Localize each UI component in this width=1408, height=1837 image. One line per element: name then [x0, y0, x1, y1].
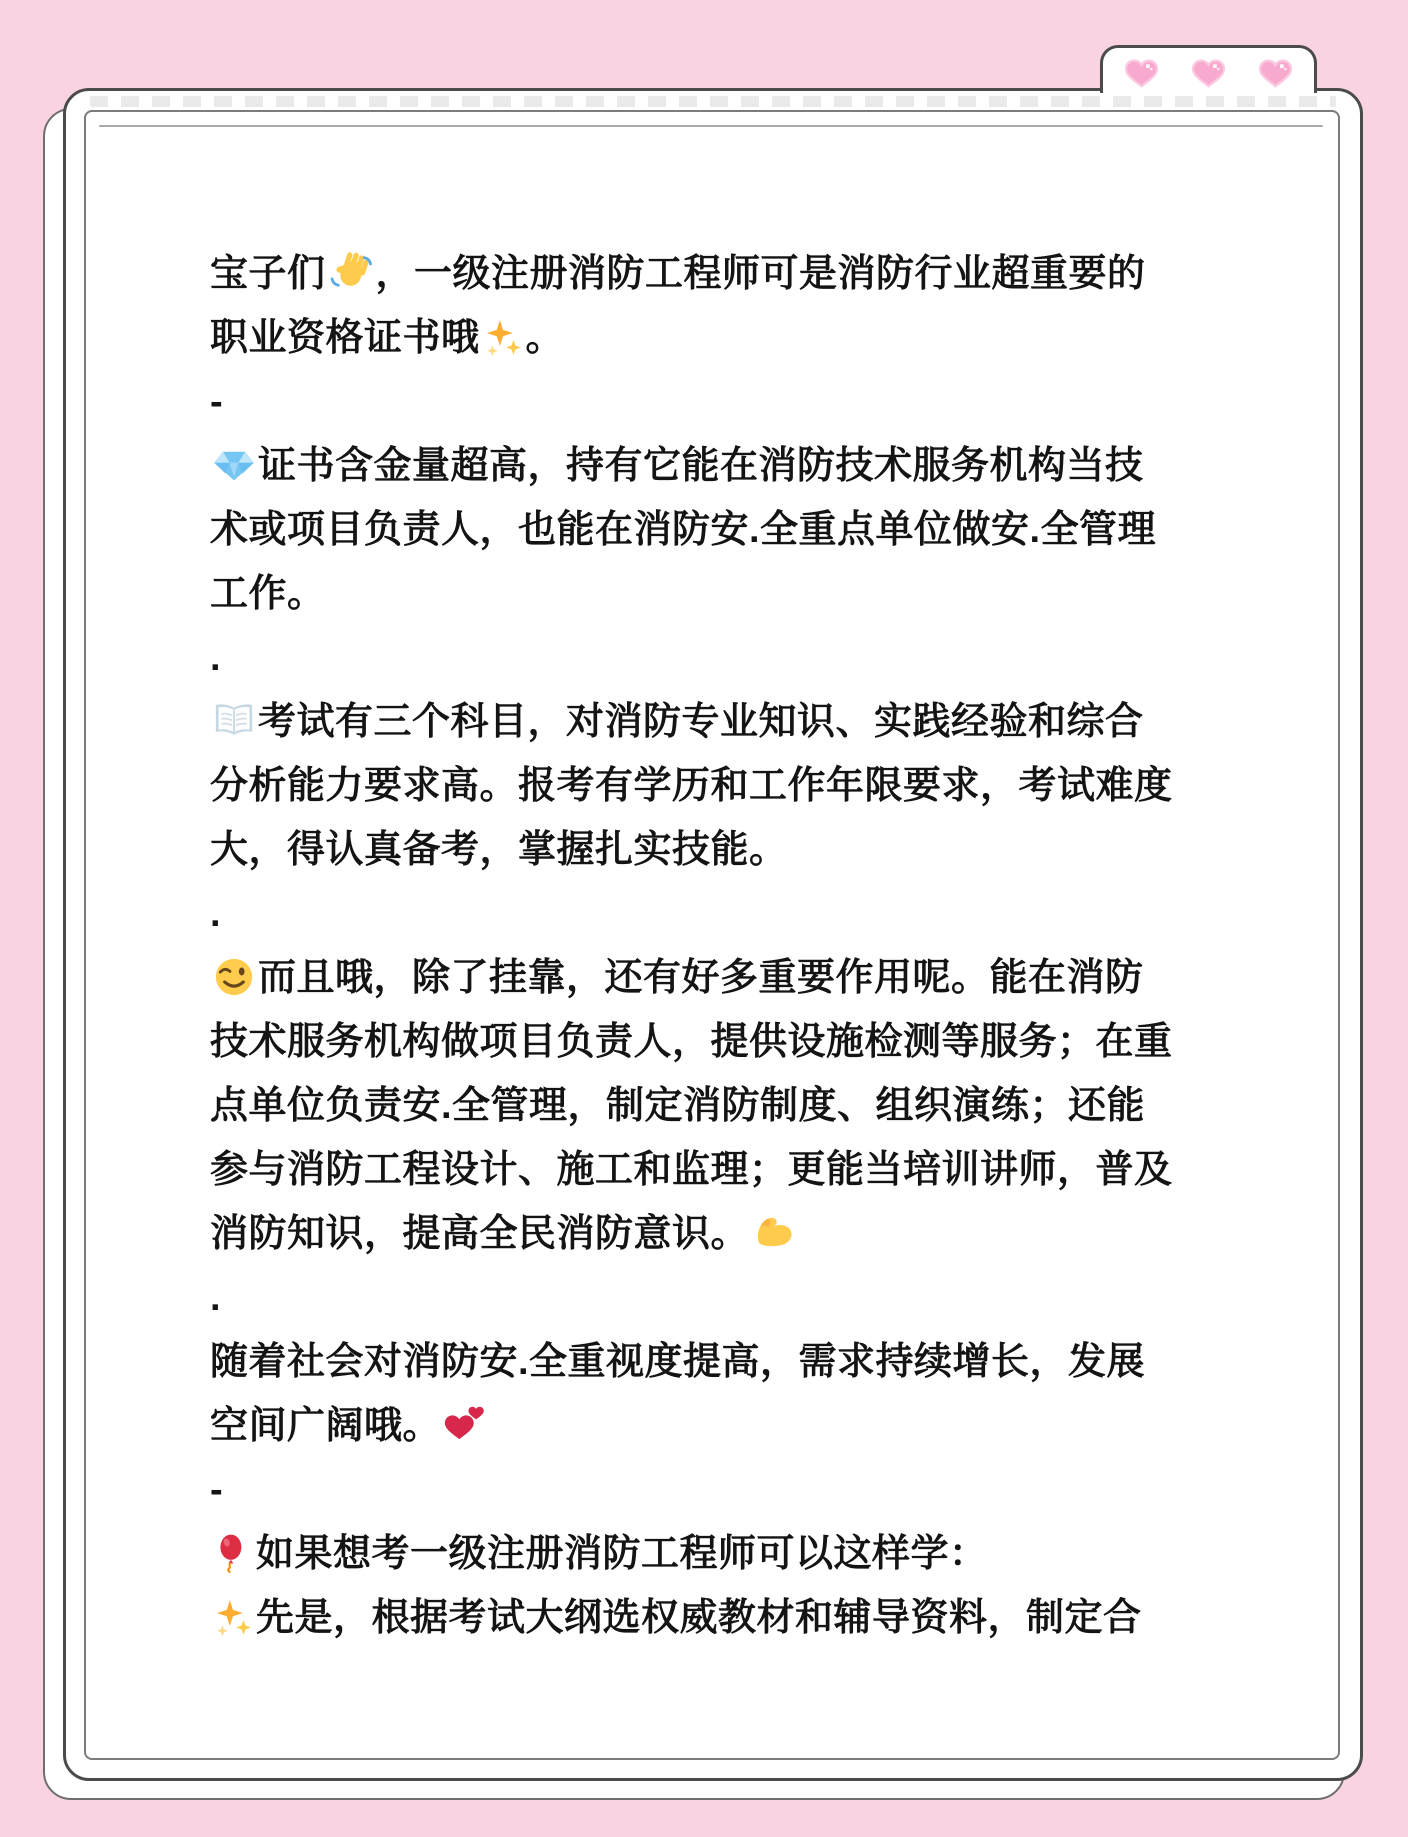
washi-tab: [1100, 45, 1317, 93]
sparkles-emoji: [212, 1597, 254, 1639]
heart-icon: [1259, 57, 1292, 88]
text-run: 职业资格证书哦: [210, 317, 480, 359]
sparkles-emoji: [482, 317, 524, 359]
text-line: [210, 1458, 1258, 1522]
text-line: [210, 1074, 1258, 1138]
text-line: [210, 1138, 1258, 1202]
text-run: 先是，根据考试大纲选权威教材和辅导资料，制定合: [256, 1597, 1142, 1639]
text-line: [210, 754, 1258, 818]
text-run: 点单位负责安.全管理，制定消防制度、组织演练；还能: [210, 1085, 1146, 1127]
gem-emoji: [212, 443, 256, 487]
balloon-emoji: [212, 1533, 254, 1575]
text-line: [210, 1522, 1258, 1586]
text-line: [210, 946, 1258, 1010]
text-line: [210, 370, 1258, 434]
text-run: 而且哦，除了挂靠，还有好多重要作用呢。能在消防: [258, 957, 1144, 999]
text-run: 术或项目负责人，也能在消防安.全重点单位做安.全管理: [210, 509, 1157, 551]
text-line: [210, 1266, 1258, 1330]
text-run: 宝子们: [210, 253, 326, 295]
text-run: -: [210, 381, 224, 423]
text-run: .: [210, 893, 222, 935]
text-run: 随着社会对消防安.全重视度提高，需求持续增长，发展: [210, 1341, 1146, 1383]
heart-icon: [1125, 57, 1158, 88]
text-run: -: [210, 1469, 224, 1511]
heart-icon: [1192, 57, 1225, 88]
text-line: [210, 1010, 1258, 1074]
text-line: [210, 562, 1258, 626]
text-line: [210, 882, 1258, 946]
text-run: 如果想考一级注册消防工程师可以这样学：: [256, 1533, 988, 1575]
text-line: [210, 1202, 1258, 1266]
muscle-emoji: [751, 1211, 795, 1255]
text-run: 证书含金量超高，持有它能在消防技术服务机构当技: [258, 445, 1144, 487]
note-text: [86, 112, 1338, 1650]
text-line: [210, 1586, 1258, 1650]
wink-emoji: [212, 955, 256, 999]
content-frame: [84, 110, 1340, 1760]
text-line: [210, 242, 1258, 306]
text-line: [210, 626, 1258, 690]
text-run: 空间广阔哦。: [210, 1405, 442, 1447]
open-book-emoji: [212, 699, 256, 743]
text-line: [210, 818, 1258, 882]
text-line: [210, 498, 1258, 562]
text-run: ，一级注册消防工程师可是消防行业超重要的: [375, 253, 1146, 295]
text-line: [210, 434, 1258, 498]
note-card: [63, 88, 1363, 1781]
two-hearts-emoji: [443, 1405, 489, 1447]
text-run: 参与消防工程设计、施工和监理；更能当培训讲师，普及: [210, 1149, 1173, 1191]
text-line: [210, 690, 1258, 754]
text-run: .: [210, 637, 222, 679]
text-run: 考试有三个科目，对消防专业知识、实践经验和综合: [258, 701, 1144, 743]
text-line: [210, 306, 1258, 370]
text-run: 分析能力要求高。报考有学历和工作年限要求，考试难度: [210, 765, 1173, 807]
text-run: 消防知识，提高全民消防意识。: [210, 1213, 750, 1255]
text-run: 工作。: [210, 573, 326, 615]
text-line: [210, 1330, 1258, 1394]
perforation-strip: [90, 96, 1336, 107]
text-run: .: [210, 1277, 222, 1319]
text-run: 大，得认真备考，掌握扎实技能。: [210, 829, 788, 871]
text-run: 。: [525, 317, 565, 359]
wave-emoji: [328, 249, 374, 295]
text-line: [210, 1394, 1258, 1458]
text-run: 技术服务机构做项目负责人，提供设施检测等服务；在重: [210, 1021, 1173, 1063]
